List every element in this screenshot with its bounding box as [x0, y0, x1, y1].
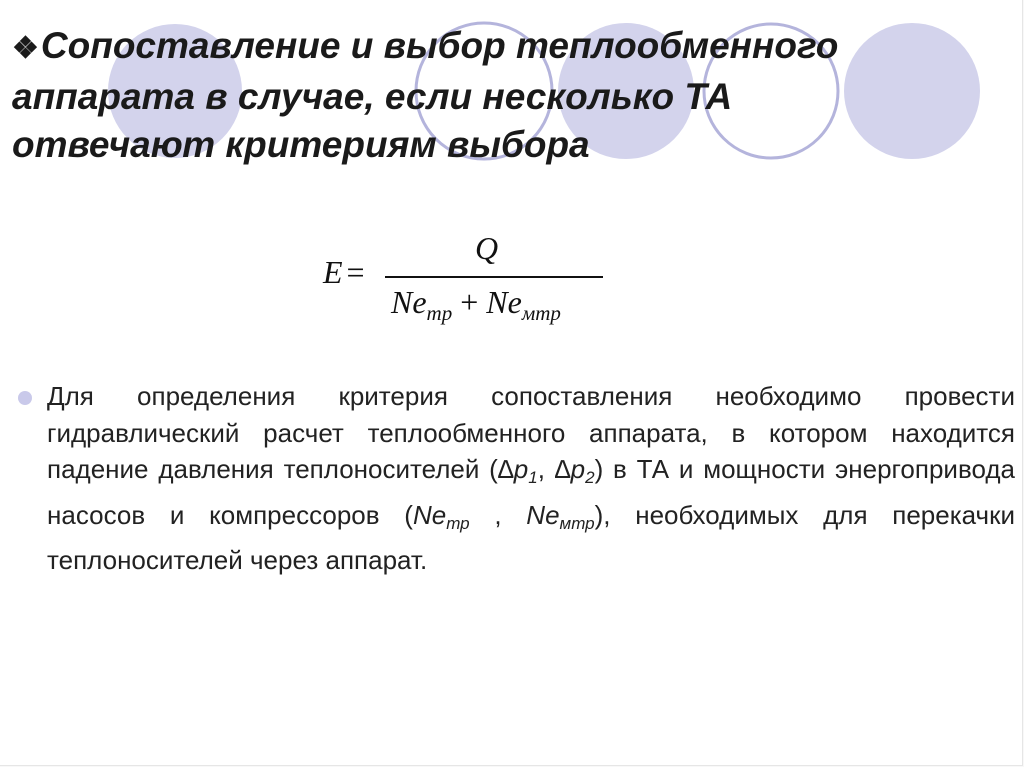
- title-line-1: Сопоставление и выбор теплообменного: [40, 25, 839, 66]
- slide-title: [12, 22, 842, 169]
- circle-5: [844, 23, 980, 159]
- formula-lhs: E =: [323, 254, 365, 290]
- title-line-3: отвечают критериям выбора: [12, 124, 590, 165]
- fraction-bar: [385, 276, 603, 278]
- bullet-dot-icon: [18, 391, 32, 405]
- formula-numerator: Q: [475, 230, 499, 266]
- diamond-bullet-icon: ❖: [12, 32, 39, 65]
- title-line-2: аппарата в случае, если несколько ТА: [12, 76, 733, 117]
- body-paragraph: Для определения критерия сопоставления необходимо провести гидравлический расчет теплообменного аппарата, в котором находится падение давления теплоносителей ($\Delta p_1$, $\Delta p_2$) в ТА и мощности энергопривода насосов и компрессоров ($Ne_{тр}$ , $Ne_{мтр}$), необходимых для перекачки теплоносителей через аппарат.: [47, 381, 1015, 576]
- criterion-formula: [323, 232, 613, 342]
- formula-denominator: $Ne_{тр} + Ne_{мтр}$: [391, 284, 561, 325]
